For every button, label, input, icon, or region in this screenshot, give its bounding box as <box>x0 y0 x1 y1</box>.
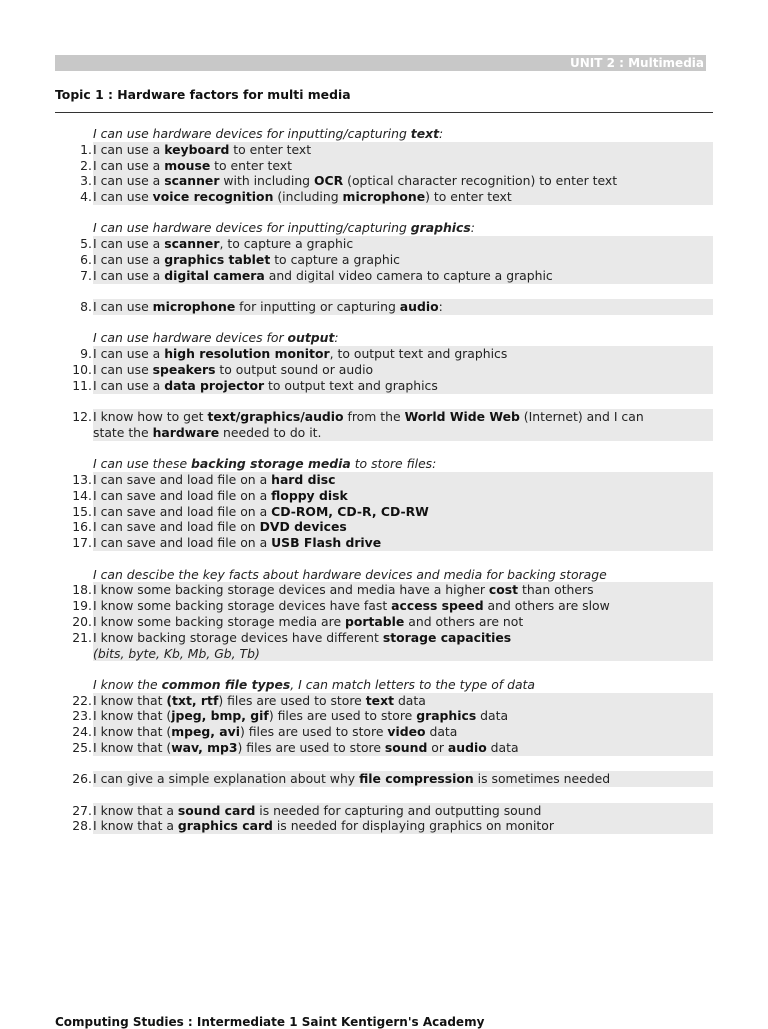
checklist-item <box>55 614 713 630</box>
checklist-item <box>55 472 713 488</box>
statement-text: I can use hardware devices for inputting/capturing <box>93 220 411 236</box>
checklist-item <box>55 346 713 362</box>
item-number: 10. <box>55 362 93 378</box>
item-number: 12. <box>55 409 93 441</box>
statement-text: I know the <box>93 676 162 692</box>
item-text <box>93 708 713 724</box>
statement-text: state the <box>93 424 153 440</box>
footer-text: Computing Studies : Intermediate 1 Saint Kentigern's Academy <box>55 1015 485 1029</box>
item-text <box>93 771 713 787</box>
unit-header-bar <box>55 55 706 71</box>
checklist-item <box>55 598 713 614</box>
checklist-item <box>55 771 713 787</box>
keyword-text: CD-ROM, CD-R, CD-RW <box>271 503 429 519</box>
keyword-text: output <box>287 330 335 346</box>
keyword-text: speakers <box>152 362 216 378</box>
checklist-item <box>55 268 713 284</box>
statement-text: I can use a <box>93 252 165 268</box>
statement-text: I can descibe the key facts about hardware devices and media for backing storage <box>93 566 607 582</box>
keyword-text: graphics <box>416 708 477 724</box>
item-text <box>93 519 713 535</box>
statement-text: I can use <box>93 299 153 315</box>
checklist-item <box>55 724 713 740</box>
statement-text: I can use a <box>93 173 165 189</box>
statement-text: (bits, byte, Kb, Mb, Gb, Tb) <box>93 645 260 661</box>
statement-text: I know some backing storage media are <box>93 613 346 629</box>
checklist-item <box>55 818 713 834</box>
checklist-item <box>55 582 713 598</box>
statement-text: is sometimes needed <box>473 771 611 787</box>
item-text <box>93 252 713 268</box>
item-text <box>93 614 713 630</box>
statement-text: and digital video camera to capture a graphic <box>264 267 553 283</box>
statement-text: , to output text and graphics <box>329 346 508 362</box>
statement-text: ) files are used to store <box>218 692 366 708</box>
item-number: 24. <box>55 724 93 740</box>
statement-text: to enter text <box>210 157 292 173</box>
statement-text: I can use a <box>93 236 165 252</box>
statement-text: (including <box>273 189 343 205</box>
item-text <box>93 158 713 174</box>
item-number: 16. <box>55 519 93 535</box>
keyword-text: high resolution monitor <box>164 346 330 362</box>
checklist-item <box>55 299 713 315</box>
checklist-section <box>55 677 713 756</box>
checklist-item <box>55 708 713 724</box>
item-text <box>93 409 713 441</box>
keyword-text: sound <box>384 740 428 755</box>
keyword-text: USB Flash drive <box>271 535 382 551</box>
section-heading <box>55 126 713 142</box>
item-text-continuation <box>93 646 713 662</box>
item-text <box>93 803 713 819</box>
keyword-text: file compression <box>359 771 474 787</box>
keyword-text: mpeg, avi <box>171 724 240 740</box>
checklist-item <box>55 693 713 709</box>
statement-text: data <box>425 724 458 740</box>
statement-text: from the <box>343 409 405 425</box>
item-number: 5. <box>55 236 93 252</box>
statement-text: ) files are used to store <box>237 740 385 755</box>
item-number: 14. <box>55 488 93 504</box>
checklist-section <box>55 409 713 441</box>
section-heading <box>55 330 713 346</box>
keyword-text: hard disc <box>271 472 336 488</box>
keyword-text: keyboard <box>164 141 230 157</box>
keyword-text: text <box>410 126 440 141</box>
section-heading <box>55 220 713 236</box>
checklist-item <box>55 409 713 441</box>
statement-text: to store files: <box>350 456 437 472</box>
statement-text: data <box>476 708 509 724</box>
item-number: 4. <box>55 189 93 205</box>
item-text <box>93 472 713 488</box>
keyword-text: wav, mp3 <box>171 740 238 755</box>
statement-text: (Internet) and I can <box>519 409 644 425</box>
item-number: 2. <box>55 158 93 174</box>
statement-text: I can use <box>93 362 153 378</box>
keyword-text: sound card <box>177 802 256 818</box>
keyword-text: jpeg, bmp, gif <box>171 708 269 724</box>
item-text <box>93 268 713 284</box>
keyword-text: storage capacities <box>382 629 512 645</box>
keyword-text: text <box>365 692 394 708</box>
keyword-text: (txt, rtf <box>166 692 219 708</box>
checklist-item <box>55 378 713 394</box>
item-text <box>93 598 713 614</box>
item-text <box>93 740 713 756</box>
statement-text: I know that a <box>93 802 178 818</box>
statement-text: with including <box>219 173 314 189</box>
checklist-section <box>55 567 713 662</box>
item-number: 9. <box>55 346 93 362</box>
item-number: 28. <box>55 818 93 834</box>
keyword-text: voice recognition <box>152 189 274 205</box>
item-text <box>93 724 713 740</box>
statement-text: (optical character recognition) to enter text <box>343 173 618 189</box>
section-heading <box>55 677 713 693</box>
keyword-text: mouse <box>164 157 211 173</box>
statement-text: to output sound or audio <box>215 362 374 378</box>
item-number: 13. <box>55 472 93 488</box>
statement-text: I know that <box>93 692 167 708</box>
statement-text: I know that a <box>93 818 178 834</box>
keyword-text: OCR <box>314 173 344 189</box>
checklist-item <box>55 535 713 551</box>
checklist-section <box>55 220 713 283</box>
item-text-continuation <box>93 425 713 441</box>
section-heading <box>55 567 713 583</box>
keyword-text: scanner <box>164 236 220 252</box>
item-number: 8. <box>55 299 93 315</box>
statement-text: : <box>470 220 475 236</box>
statement-text: : <box>439 126 444 141</box>
checklist-item <box>55 630 713 662</box>
item-number: 27. <box>55 803 93 819</box>
keyword-text: World Wide Web <box>404 409 520 425</box>
item-number: 26. <box>55 771 93 787</box>
keyword-text: video <box>387 724 426 740</box>
statement-text: than others <box>518 582 594 598</box>
checklist-item <box>55 504 713 520</box>
keyword-text: scanner <box>164 173 220 189</box>
statement-text: I can save and load file on a <box>93 472 272 488</box>
statement-text: I can use hardware devices for inputting/capturing <box>93 126 411 141</box>
item-text <box>93 378 713 394</box>
checklist-item <box>55 740 713 756</box>
statement-text: I know that ( <box>93 740 172 755</box>
keyword-text: audio <box>399 299 439 315</box>
statement-text: I know some backing storage devices have fast <box>93 598 392 614</box>
statement-text: I can use <box>93 189 153 205</box>
keyword-text: graphics card <box>177 818 273 834</box>
statement-text: I know some backing storage devices and media have a higher <box>93 582 489 598</box>
statement-text: ) files are used to store <box>239 724 388 740</box>
item-text <box>93 504 713 520</box>
item-text <box>93 299 713 315</box>
statement-text: : <box>334 330 339 346</box>
keyword-text: digital camera <box>164 267 265 283</box>
keyword-text: microphone <box>342 189 426 205</box>
checklist-item <box>55 488 713 504</box>
item-text <box>93 142 713 158</box>
statement-text: I can use a <box>93 346 165 362</box>
item-text <box>93 693 713 709</box>
keyword-text: common file types <box>161 676 291 692</box>
item-text <box>93 535 713 551</box>
statement-text: for inputting or capturing <box>235 299 400 315</box>
keyword-text: access speed <box>391 598 484 614</box>
checklist <box>55 126 713 850</box>
statement-text: to capture a graphic <box>270 252 400 268</box>
topic-title: Topic 1 : Hardware factors for multi media <box>55 87 351 102</box>
statement-text: I know how to get <box>93 409 208 425</box>
item-number: 20. <box>55 614 93 630</box>
item-number: 19. <box>55 598 93 614</box>
statement-text: I can use a <box>93 141 165 157</box>
statement-text: I can save and load file on a <box>93 487 272 503</box>
statement-text: I can use hardware devices for <box>93 330 288 346</box>
statement-text: , to capture a graphic <box>219 236 354 252</box>
statement-text: to output text and graphics <box>264 377 438 393</box>
item-number: 15. <box>55 504 93 520</box>
statement-text: ) files are used to store <box>268 708 417 724</box>
checklist-section <box>55 771 713 787</box>
statement-text: I know that ( <box>93 724 172 740</box>
item-number: 7. <box>55 268 93 284</box>
item-number: 21. <box>55 630 93 662</box>
item-number: 3. <box>55 173 93 189</box>
item-number: 23. <box>55 708 93 724</box>
item-text <box>93 818 713 834</box>
keyword-text: microphone <box>152 299 236 315</box>
statement-text: I know backing storage devices have different <box>93 629 383 645</box>
item-text <box>93 346 713 362</box>
statement-text: : <box>438 299 443 315</box>
item-text <box>93 630 713 662</box>
checklist-section <box>55 299 713 315</box>
statement-text: ) to enter text <box>425 189 512 205</box>
statement-text: and others are slow <box>483 598 610 614</box>
checklist-item <box>55 252 713 268</box>
statement-text: I can save and load file on a <box>93 503 272 519</box>
checklist-section <box>55 330 713 393</box>
item-number: 6. <box>55 252 93 268</box>
checklist-item <box>55 173 713 189</box>
item-number: 25. <box>55 740 93 756</box>
statement-text: I can save and load file on <box>93 519 260 535</box>
keyword-text: data projector <box>164 377 265 393</box>
checklist-item <box>55 803 713 819</box>
statement-text: to enter text <box>229 141 312 157</box>
keyword-text: DVD devices <box>259 519 347 535</box>
item-number: 11. <box>55 378 93 394</box>
statement-text: , I can match letters to the type of data <box>290 676 536 692</box>
item-number: 17. <box>55 535 93 551</box>
keyword-text: text/graphics/audio <box>207 409 344 425</box>
keyword-text: graphics <box>410 220 471 236</box>
statement-text: needed to do it. <box>219 424 322 440</box>
statement-text: and others are not <box>404 613 524 629</box>
item-text <box>93 173 713 189</box>
checklist-item <box>55 158 713 174</box>
checklist-section <box>55 803 713 835</box>
item-text <box>93 236 713 252</box>
item-number: 22. <box>55 693 93 709</box>
statement-text: I can use a <box>93 157 165 173</box>
keyword-text: cost <box>488 582 519 598</box>
checklist-section <box>55 456 713 551</box>
statement-text: I can use these <box>93 456 192 472</box>
item-text <box>93 362 713 378</box>
statement-text: I know that ( <box>93 708 172 724</box>
keyword-text: hardware <box>152 424 220 440</box>
checklist-item <box>55 362 713 378</box>
checklist-item <box>55 189 713 205</box>
keyword-text: graphics tablet <box>164 252 271 268</box>
statement-text: data <box>394 692 426 708</box>
item-text <box>93 488 713 504</box>
keyword-text: audio <box>447 740 487 755</box>
item-text <box>93 189 713 205</box>
statement-text: data <box>486 740 519 755</box>
keyword-text: backing storage media <box>191 456 351 472</box>
checklist-section <box>55 126 713 205</box>
checklist-item <box>55 519 713 535</box>
checklist-item <box>55 236 713 252</box>
keyword-text: floppy disk <box>271 487 348 503</box>
section-heading <box>55 456 713 472</box>
unit-title: UNIT 2 : Multimedia <box>569 56 704 70</box>
keyword-text: portable <box>345 613 405 629</box>
statement-text: I can give a simple explanation about why <box>93 771 360 787</box>
statement-text: I can use a <box>93 377 165 393</box>
statement-text: is needed for capturing and outputting sound <box>255 802 542 818</box>
checklist-item <box>55 142 713 158</box>
item-text <box>93 582 713 598</box>
statement-text: is needed for displaying graphics on monitor <box>272 818 554 834</box>
statement-text: I can use a <box>93 267 165 283</box>
divider <box>55 112 713 113</box>
statement-text: I can save and load file on a <box>93 535 272 551</box>
item-number: 1. <box>55 142 93 158</box>
item-number: 18. <box>55 582 93 598</box>
statement-text: or <box>427 740 448 755</box>
